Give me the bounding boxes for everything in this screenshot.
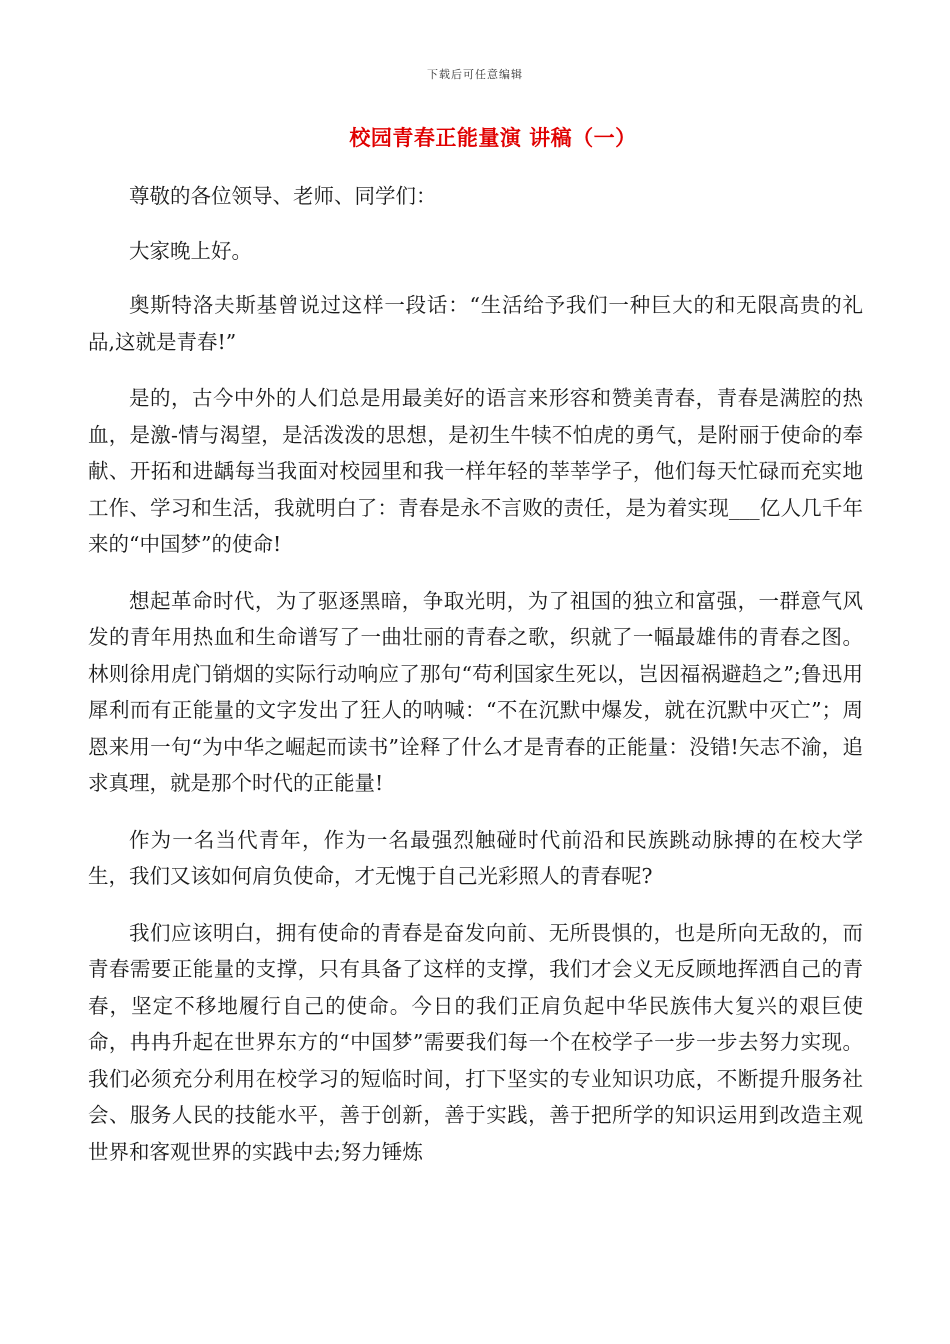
document-title: 校园青春正能量演 讲稿（一） <box>349 125 637 150</box>
paragraph-youth: 是的，古今中外的人们总是用最美好的语言来形容和赞美青春，青春是满腔的热血，是激-情与渴望，是活泼泼的思想，是初生牛犊不怕虎的勇气，是附丽于使命的奉献、开拓和进龋每当我面对校园里和我一样年轻的莘莘学子，他们每天忙碌而充实地工作、学习和生活，我就明白了：青春是永不言败的责任，是为着实现___亿人几千年来的“中国梦”的使命! <box>88 386 863 556</box>
paragraph-revolution: 想起革命时代，为了驱逐黑暗，争取光明，为了祖国的独立和富强，一群意气风发的青年用热血和生命谱写了一曲壮丽的青春之歌，织就了一幅最雄伟的青春之图。林则徐用虎门销烟的实际行动响应了那句“苟利国家生死以，岂因福祸避趋之”;鲁迅用犀利而有正能量的文字发出了狂人的呐喊：“不在沉默中爆发，就在沉默中灭亡”；周恩来用一句“为中华之崛起而读书”诠释了什么才是青春的正能量：没错!矢志不渝，追求真理，就是那个时代的正能量! <box>88 588 863 795</box>
paragraph-question: 作为一名当代青年，作为一名最强烈触碰时代前沿和民族跳动脉搏的在校大学生，我们又该如何肩负使命，才无愧于自己光彩照人的青春呢? <box>88 827 863 888</box>
paragraph-mission: 我们应该明白，拥有使命的青春是奋发向前、无所畏惧的，也是所向无敌的，而青春需要正能量的支撑，只有具备了这样的支撑，我们才会义无反顾地挥洒自己的青春，坚定不移地履行自己的使命。今日的我们正肩负起中华民族伟大复兴的艰巨使命，冉冉升起在世界东方的“中国梦”需要我们每一个在校学子一步一步去努力实现。我们必须充分利用在校学习的短临时间，打下坚实的专业知识功底，不断提升服务社会、服务人民的技能水平，善于创新，善于实践，善于把所学的知识运用到改造主观世界和客观世界的实践中去;努力锤炼 <box>88 920 863 1164</box>
paragraph-quote: 奥斯特洛夫斯基曾说过这样一段话：“生活给予我们一种巨大的和无限高贵的礼品,这就是青春!” <box>88 293 863 354</box>
header-note: 下载后可任意编辑 <box>427 68 523 81</box>
salutation: 尊敬的各位领导、老师、同学们： <box>129 184 437 208</box>
greeting: 大家晚上好。 <box>129 238 252 263</box>
document-body <box>88 178 863 1190</box>
